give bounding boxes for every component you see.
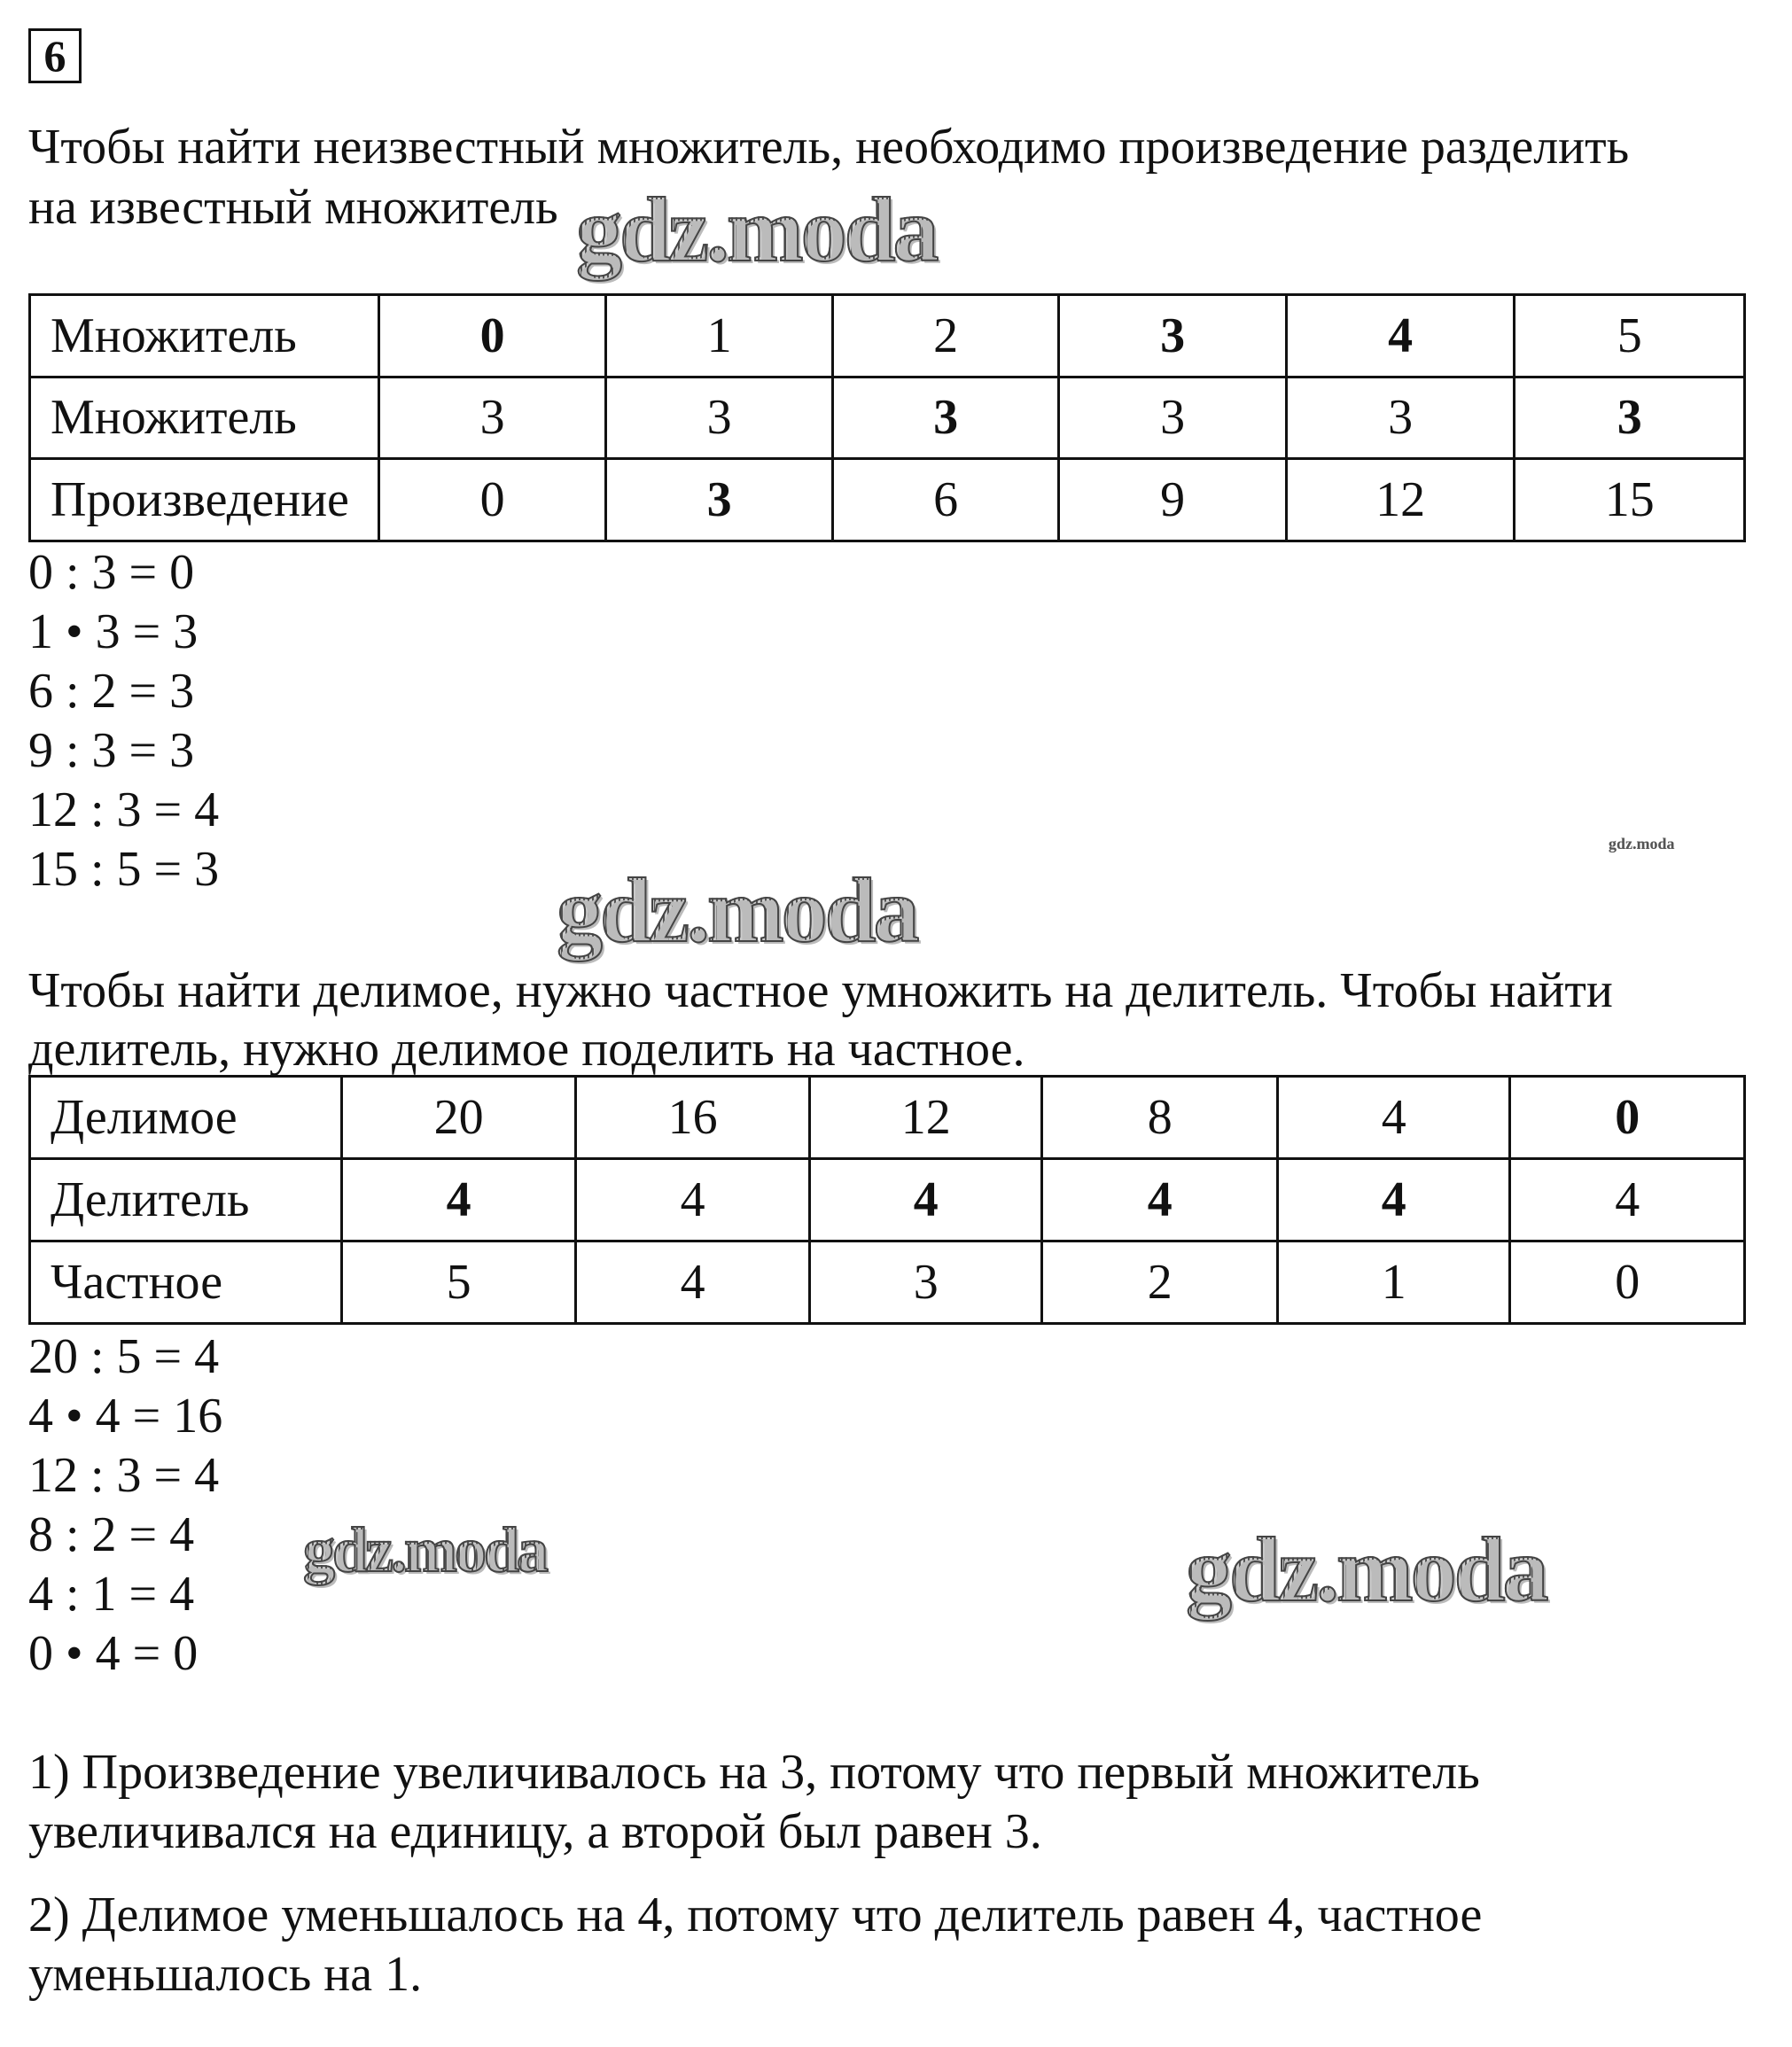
row-header: Делимое [30, 1077, 342, 1159]
table-cell: 16 [576, 1077, 810, 1159]
row-header: Частное [30, 1241, 342, 1324]
table-cell: 4 [1286, 295, 1515, 377]
table-cell: 0 [378, 295, 605, 377]
table-row [30, 459, 1745, 541]
answer-1-line: 1) Произведение увеличивалось на 3, потому что первый множитель [28, 1745, 1480, 1800]
table-cell: 4 [809, 1159, 1042, 1241]
table-cell: 3 [606, 377, 832, 459]
table-cell: 0 [1510, 1077, 1745, 1159]
row-header: Произведение [30, 459, 379, 541]
table-cell: 4 [1510, 1159, 1745, 1241]
equation: 4 • 4 = 16 [28, 1389, 223, 1444]
table-cell: 4 [576, 1241, 810, 1324]
answer-2-line: уменьшалось на 1. [28, 1947, 423, 2002]
table-cell: 4 [1042, 1159, 1278, 1241]
table-cell: 6 [832, 459, 1058, 541]
row-header: Множитель [30, 377, 379, 459]
equation: 0 : 3 = 0 [28, 545, 195, 600]
table-row [30, 295, 1745, 377]
table-cell: 12 [1286, 459, 1515, 541]
row-header: Делитель [30, 1159, 342, 1241]
table-row [30, 1159, 1745, 1241]
table-cell: 15 [1515, 459, 1745, 541]
table-cell: 20 [341, 1077, 576, 1159]
equation: 0 • 4 = 0 [28, 1626, 199, 1681]
table-cell: 3 [1059, 295, 1286, 377]
equation: 1 • 3 = 3 [28, 604, 199, 659]
table-cell: 8 [1042, 1077, 1278, 1159]
watermark: gdz.moda [303, 1514, 547, 1585]
multiplication-table [28, 293, 1746, 542]
watermark: gdz.moda [576, 179, 937, 281]
table-cell: 3 [606, 459, 832, 541]
table-row [30, 377, 1745, 459]
table-cell: 2 [832, 295, 1058, 377]
table-cell: 1 [606, 295, 832, 377]
division-table [28, 1075, 1746, 1325]
rule-text-line: Чтобы найти неизвестный множитель, необходимо произведение разделить [28, 120, 1630, 175]
equation: 4 : 1 = 4 [28, 1567, 195, 1622]
table-cell: 5 [341, 1241, 576, 1324]
table-cell: 3 [1059, 377, 1286, 459]
table-row [30, 1241, 1745, 1324]
watermark: gdz.moda [1186, 1519, 1547, 1621]
table-cell: 12 [809, 1077, 1042, 1159]
table-cell: 0 [1510, 1241, 1745, 1324]
table-cell: 4 [1277, 1159, 1510, 1241]
equation: 20 : 5 = 4 [28, 1329, 220, 1384]
table-cell: 4 [341, 1159, 576, 1241]
answer-1-line: увеличивался на единицу, а второй был равен 3. [28, 1804, 1042, 1859]
task-number: 6 [28, 28, 82, 83]
table-cell: 3 [1286, 377, 1515, 459]
equation: 6 : 2 = 3 [28, 664, 195, 719]
table-cell: 3 [1515, 377, 1745, 459]
rule-text-line: делитель, нужно делимое поделить на частное. [28, 1022, 1025, 1077]
equation: 12 : 3 = 4 [28, 782, 220, 837]
equation: 8 : 2 = 4 [28, 1507, 195, 1562]
table-cell: 2 [1042, 1241, 1278, 1324]
watermark: gdz.moda [1609, 835, 1675, 852]
table-cell: 0 [378, 459, 605, 541]
table-cell: 9 [1059, 459, 1286, 541]
table-cell: 3 [809, 1241, 1042, 1324]
equation: 15 : 5 = 3 [28, 842, 220, 897]
table-cell: 4 [576, 1159, 810, 1241]
rule-text-line: на известный множитель [28, 180, 558, 235]
watermark: gdz.moda [557, 860, 917, 961]
rule-text-line: Чтобы найти делимое, нужно частное умножить на делитель. Чтобы найти [28, 963, 1613, 1018]
table-row [30, 1077, 1745, 1159]
table-cell: 4 [1277, 1077, 1510, 1159]
answer-2-line: 2) Делимое уменьшалось на 4, потому что делитель равен 4, частное [28, 1887, 1483, 1942]
row-header: Множитель [30, 295, 379, 377]
equation: 9 : 3 = 3 [28, 723, 195, 778]
equation: 12 : 3 = 4 [28, 1448, 220, 1503]
table-cell: 5 [1515, 295, 1745, 377]
table-cell: 1 [1277, 1241, 1510, 1324]
table-cell: 3 [378, 377, 605, 459]
table-cell: 3 [832, 377, 1058, 459]
